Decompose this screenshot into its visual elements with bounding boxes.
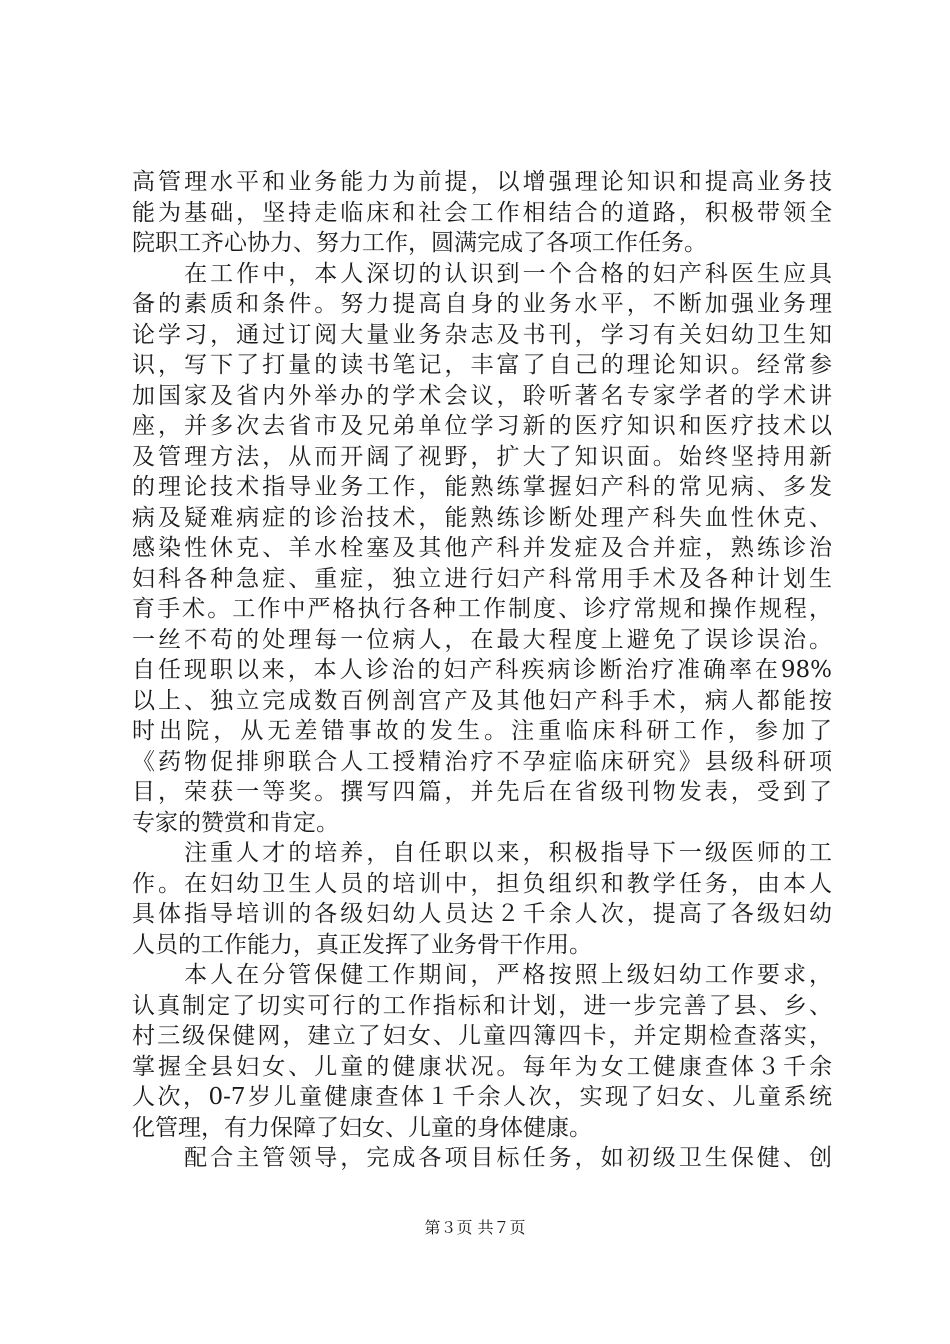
text-line: 注重人才的培养，自任职以来，积极指导下一级医师的工 (132, 840, 832, 866)
text-line: 能为基础，坚持走临床和社会工作相结合的道路，积极带领全 (132, 199, 832, 226)
text-line: 配合主管领导，完成各项目标任务，如初级卫生保健、创 (132, 1145, 832, 1171)
text-line: 高管理水平和业务能力为前提，以增强理论知识和提高业务技 (132, 169, 832, 195)
text-line: 具体指导培训的各级妇幼人员达２千余人次，提高了各级妇幼 (132, 901, 832, 927)
text-line: 《药物促排卵联合人工授精治疗不孕症临床研究》县级科研项 (132, 748, 832, 775)
text-line: 时出院，从无差错事故的发生。注重临床科研工作，参加了 (132, 718, 832, 744)
text-line: 感染性休克、羊水栓塞及其他产科并发症及合并症，熟练诊治 (132, 535, 832, 561)
text-line: 村三级保健网，建立了妇女、儿童四簿四卡，并定期检查落实， (132, 1023, 832, 1049)
page-footer: 第３页 共７页 (424, 1218, 526, 1237)
text-line: 以上、独立完成数百例剖宫产及其他妇产科手术，病人都能按 (132, 687, 832, 714)
text-line: 目，荣获一等奖。撰写四篇，并先后在省级刊物发表，受到了 (132, 779, 832, 805)
text-line: 备的素质和条件。努力提高自身的业务水平，不断加强业务理 (132, 291, 832, 317)
text-line: 论学习，通过订阅大量业务杂志及书刊，学习有关妇幼卫生知 (132, 321, 832, 348)
text-line: 座，并多次去省市及兄弟单位学习新的医疗知识和医疗技术以 (132, 413, 832, 439)
body-text (132, 167, 832, 1174)
text-line: 人次，0-7岁儿童健康查体１千余人次，实现了妇女、儿童系统 (132, 1084, 832, 1110)
text-line: 病及疑难病症的诊治技术，能熟练诊断处理产科失血性休克、 (132, 504, 832, 531)
text-line: 人员的工作能力，真正发挥了业务骨干作用。 (132, 931, 592, 958)
text-line: 育手术。工作中严格执行各种工作制度、诊疗常规和操作规程， (132, 596, 832, 622)
text-line: 在工作中，本人深切的认识到一个合格的妇产科医生应具 (132, 260, 832, 287)
text-line: 化管理，有力保障了妇女、儿童的身体健康。 (132, 1114, 592, 1141)
text-line: 自任现职以来，本人诊治的妇产科疾病诊断治疗准确率在98% (132, 657, 832, 683)
text-line: 专家的赞赏和肯定。 (132, 809, 339, 836)
text-line: 的理论技术指导业务工作，能熟练掌握妇产科的常见病、多发 (132, 474, 832, 500)
text-line: 妇科各种急症、重症，独立进行妇产科常用手术及各种计划生 (132, 565, 832, 592)
text-line: 院职工齐心协力、努力工作，圆满完成了各项工作任务。 (132, 230, 707, 256)
text-line: 认真制定了切实可行的工作指标和计划，进一步完善了县、乡、 (132, 992, 832, 1019)
text-line: 掌握全县妇女、儿童的健康状况。每年为女工健康查体３千余 (132, 1053, 832, 1080)
text-line: 本人在分管保健工作期间，严格按照上级妇幼工作要求， (132, 962, 832, 988)
text-line: 作。在妇幼卫生人员的培训中，担负组织和教学任务，由本人 (132, 870, 832, 897)
text-line: 加国家及省内外举办的学术会议，聆听著名专家学者的学术讲 (132, 382, 832, 409)
text-line: 及管理方法，从而开阔了视野，扩大了知识面。始终坚持用新 (132, 443, 832, 470)
text-line: 识，写下了打量的读书笔记，丰富了自己的理论知识。经常参 (132, 352, 832, 378)
text-line: 一丝不苟的处理每一位病人，在最大程度上避免了误诊误治。 (132, 626, 832, 653)
